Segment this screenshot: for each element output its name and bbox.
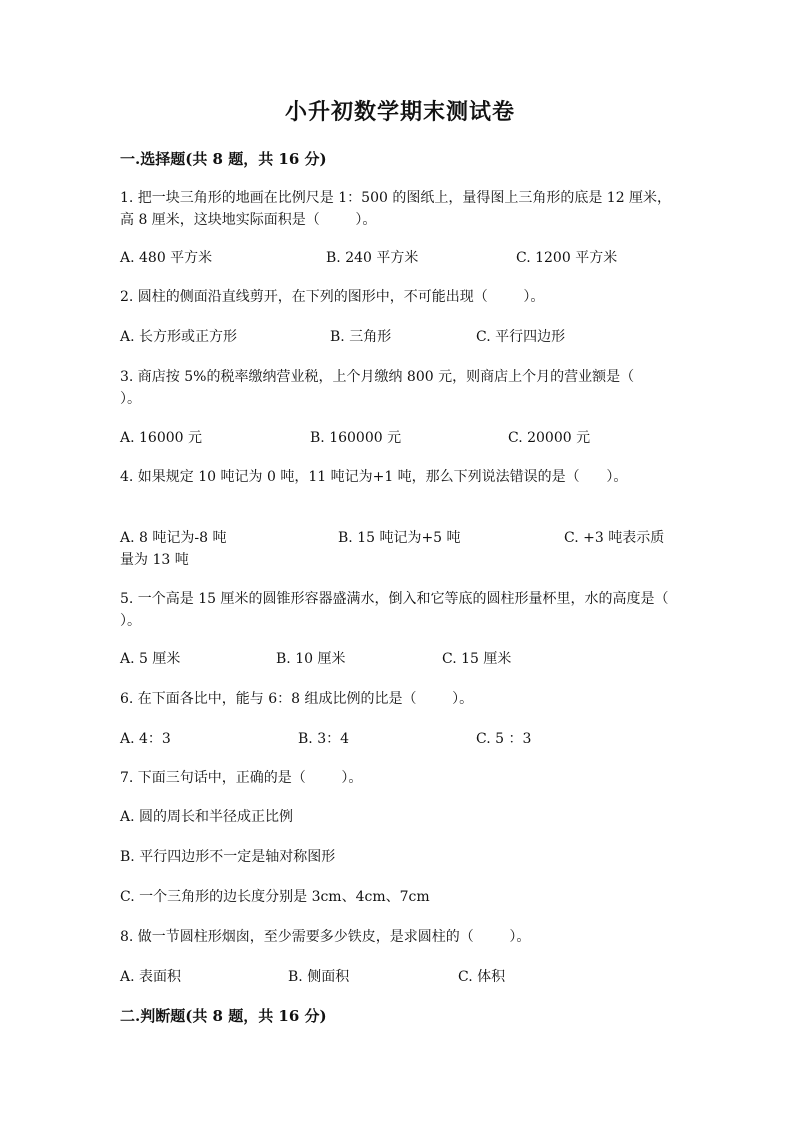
- section-heading-judgment: 二.判断题(共 8 题，共 16 分): [120, 1007, 327, 1025]
- question-8-option-c[interactable]: C. 体积: [458, 969, 506, 985]
- question-8-option-b[interactable]: B. 侧面积: [288, 969, 350, 985]
- question-1-option-b[interactable]: B. 240 平方米: [326, 250, 419, 266]
- question-6-option-c[interactable]: C. 5 ：3: [476, 731, 532, 747]
- question-8-stem: 8. 做一节圆柱形烟囱，至少需要多少铁皮，是求圆柱的（ ）。: [120, 929, 531, 945]
- section-heading-choice: 一.选择题(共 8 题，共 16 分): [120, 150, 327, 168]
- question-5-option-b[interactable]: B. 10 厘米: [276, 651, 346, 667]
- question-7-option-a[interactable]: A. 圆的周长和半径成正比例: [120, 809, 294, 825]
- question-3-option-b[interactable]: B. 160000 元: [310, 430, 402, 446]
- question-7-option-b[interactable]: B. 平行四边形不一定是轴对称图形: [120, 849, 336, 865]
- page-title: 小升初数学期末测试卷: [284, 99, 515, 125]
- question-2-option-c[interactable]: C. 平行四边形: [476, 329, 566, 345]
- question-6-stem: 6. 在下面各比中，能与 6：8 组成比例的比是（ ）。: [120, 691, 474, 707]
- question-8-option-a[interactable]: A. 表面积: [120, 969, 182, 985]
- question-4-stem: 4. 如果规定 10 吨记为 0 吨，11 吨记为+1 吨，那么下列说法错误的是（ ）。: [120, 469, 628, 485]
- question-6-option-a[interactable]: A. 4：3: [120, 731, 171, 747]
- question-3-option-c[interactable]: C. 20000 元: [508, 430, 591, 446]
- question-2-option-b[interactable]: B. 三角形: [330, 329, 392, 345]
- question-5-option-a[interactable]: A. 5 厘米: [120, 651, 181, 667]
- question-2-option-a[interactable]: A. 长方形或正方形: [120, 329, 238, 345]
- question-1-stem: 1. 把一块三角形的地画在比例尺是 1：500 的图纸上，量得图上三角形的底是 12 厘米，高 8 厘米，这块地实际面积是（ ）。: [120, 190, 672, 228]
- question-5-option-c[interactable]: C. 15 厘米: [442, 651, 512, 667]
- question-3-option-a[interactable]: A. 16000 元: [120, 430, 202, 446]
- question-2-stem: 2. 圆柱的侧面沿直线剪开，在下列的图形中，不可能出现（ ）。: [120, 289, 545, 305]
- question-1-option-a[interactable]: A. 480 平方米: [120, 250, 213, 266]
- question-4-option-a[interactable]: A. 8 吨记为-8 吨: [120, 530, 227, 546]
- question-5-stem: 5. 一个高是 15 厘米的圆锥形容器盛满水，倒入和它等底的圆柱形量杯里，水的高度是（ ）。: [120, 591, 705, 629]
- question-4-option-b[interactable]: B. 15 吨记为+5 吨: [338, 530, 461, 546]
- question-7-stem: 7. 下面三句话中，正确的是（ ）。: [120, 770, 363, 786]
- question-4-option-c-continued: 量为 13 吨: [120, 552, 189, 568]
- question-6-option-b[interactable]: B. 3：4: [298, 731, 350, 747]
- question-1-option-c[interactable]: C. 1200 平方米: [516, 250, 618, 266]
- question-3-stem: 3. 商店按 5%的税率缴纳营业税，上个月缴纳 800 元，则商店上个月的营业额是（ ）。: [120, 369, 679, 407]
- question-7-option-c[interactable]: C. 一个三角形的边长度分别是 3cm、4cm、7cm: [120, 889, 430, 905]
- question-4-option-c[interactable]: C. +3 吨表示质: [564, 530, 665, 546]
